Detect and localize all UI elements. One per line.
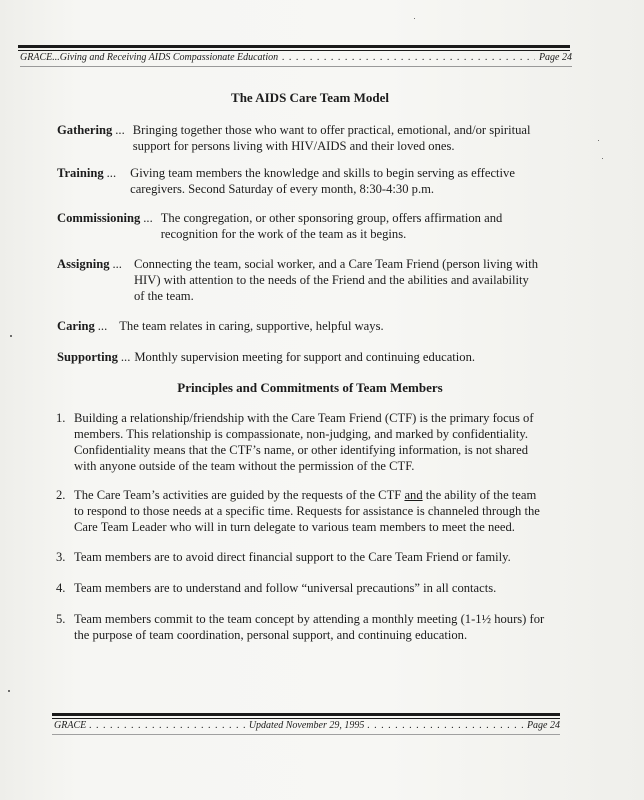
entry-term: Supporting ... xyxy=(57,350,131,364)
footer-rule-thin xyxy=(52,718,560,719)
principle-text: The Care Team’s activities are guided by the requests of the CTF and the ability of the team to respond to those needs at a specific time. Requests for assistance is channeled through the Care Team Leader who will in turn delegate to various team members to meet the need. xyxy=(74,488,540,534)
scan-speck xyxy=(8,690,10,692)
entry-term: Commissioning ... xyxy=(57,211,153,225)
entry-definition: Monthly supervision meeting for support and continuing education. xyxy=(134,350,476,364)
entry-definition: Giving team members the knowledge and skills to begin serving as effective caregivers. Second Saturday of every month, 8:30-4:30 p.m. xyxy=(130,166,515,196)
principle-item-4 xyxy=(56,580,566,596)
footer-updated: Updated November 29, 1995 xyxy=(248,720,365,731)
principle-text: Team members commit to the team concept by attending a monthly meeting (1-1½ hours) for the purpose of team coordination, personal support, and continuing education. xyxy=(74,612,545,642)
principle-text: Building a relationship/friendship with the Care Team Friend (CTF) is the primary focus of members. This relationship is compassionate, non-judging, and marked by confidentiality. Confidentiality means that the CTF’s name, or other identifying information, is not shared with anyone outside of the team without the permission of the CTF. xyxy=(74,411,534,473)
entry-term: Caring ... xyxy=(57,319,108,333)
principle-item-3 xyxy=(56,549,566,565)
page-title: The AIDS Care Team Model xyxy=(231,90,389,105)
header-leader xyxy=(282,52,535,63)
footer-rule-thick xyxy=(52,713,560,716)
footer-bottom-rule xyxy=(52,734,560,735)
entry-term: Training ... xyxy=(57,166,117,180)
entry-definition: The congregation, or other sponsoring group, offers affirmation and recognition for the work of the team as it begins. xyxy=(160,211,503,241)
scan-speck xyxy=(598,140,599,141)
header-rule-thick xyxy=(18,45,570,48)
model-entry-caring xyxy=(57,318,567,334)
principle-number: 1. xyxy=(56,411,66,425)
scan-speck xyxy=(414,18,415,19)
principle-number: 2. xyxy=(56,488,66,502)
principle-item-5 xyxy=(56,611,566,643)
page-footer xyxy=(54,720,560,731)
model-entry-supporting xyxy=(57,349,567,365)
section-subtitle: Principles and Commitments of Team Members xyxy=(177,380,443,395)
entry-term: Assigning ... xyxy=(57,257,122,271)
principle-number: 4. xyxy=(56,581,66,595)
principle-number: 5. xyxy=(56,612,66,626)
principle-number: 3. xyxy=(56,550,66,564)
scan-speck xyxy=(602,158,603,159)
header-bottom-rule xyxy=(20,66,572,67)
header-rule-thin xyxy=(18,50,570,51)
scan-speck xyxy=(10,335,12,337)
principle-text: Team members are to understand and follow “universal precautions” in all contacts. xyxy=(74,581,497,595)
underlined-word: and xyxy=(404,488,423,502)
principle-item-1 xyxy=(56,410,566,474)
model-entry-commissioning xyxy=(57,210,567,242)
page-header xyxy=(20,52,572,63)
model-entry-assigning xyxy=(57,256,567,304)
principle-text: Team members are to avoid direct financial support to the Care Team Friend or family. xyxy=(74,550,511,564)
footer-org: GRACE xyxy=(54,720,87,731)
model-entry-gathering xyxy=(57,122,567,154)
principle-item-2 xyxy=(56,487,566,535)
header-title: GRACE...Giving and Receiving AIDS Compassionate Education xyxy=(20,52,279,63)
entry-term: Gathering ... xyxy=(57,123,125,137)
footer-leader-left xyxy=(89,720,246,731)
entry-definition: The team relates in caring, supportive, helpful ways. xyxy=(119,319,384,333)
entry-definition: Connecting the team, social worker, and a Care Team Friend (person living with HIV) with attention to the needs of the Friend and the abilities and availability of the team. xyxy=(133,257,539,303)
entry-definition: Bringing together those who want to offer practical, emotional, and/or spiritual support for persons living with HIV/AIDS and their loved ones. xyxy=(132,123,531,153)
footer-page-number: Page 24 xyxy=(526,720,560,731)
footer-leader-right xyxy=(367,720,524,731)
model-entry-training xyxy=(57,165,567,197)
header-page-number: Page 24 xyxy=(538,52,572,63)
